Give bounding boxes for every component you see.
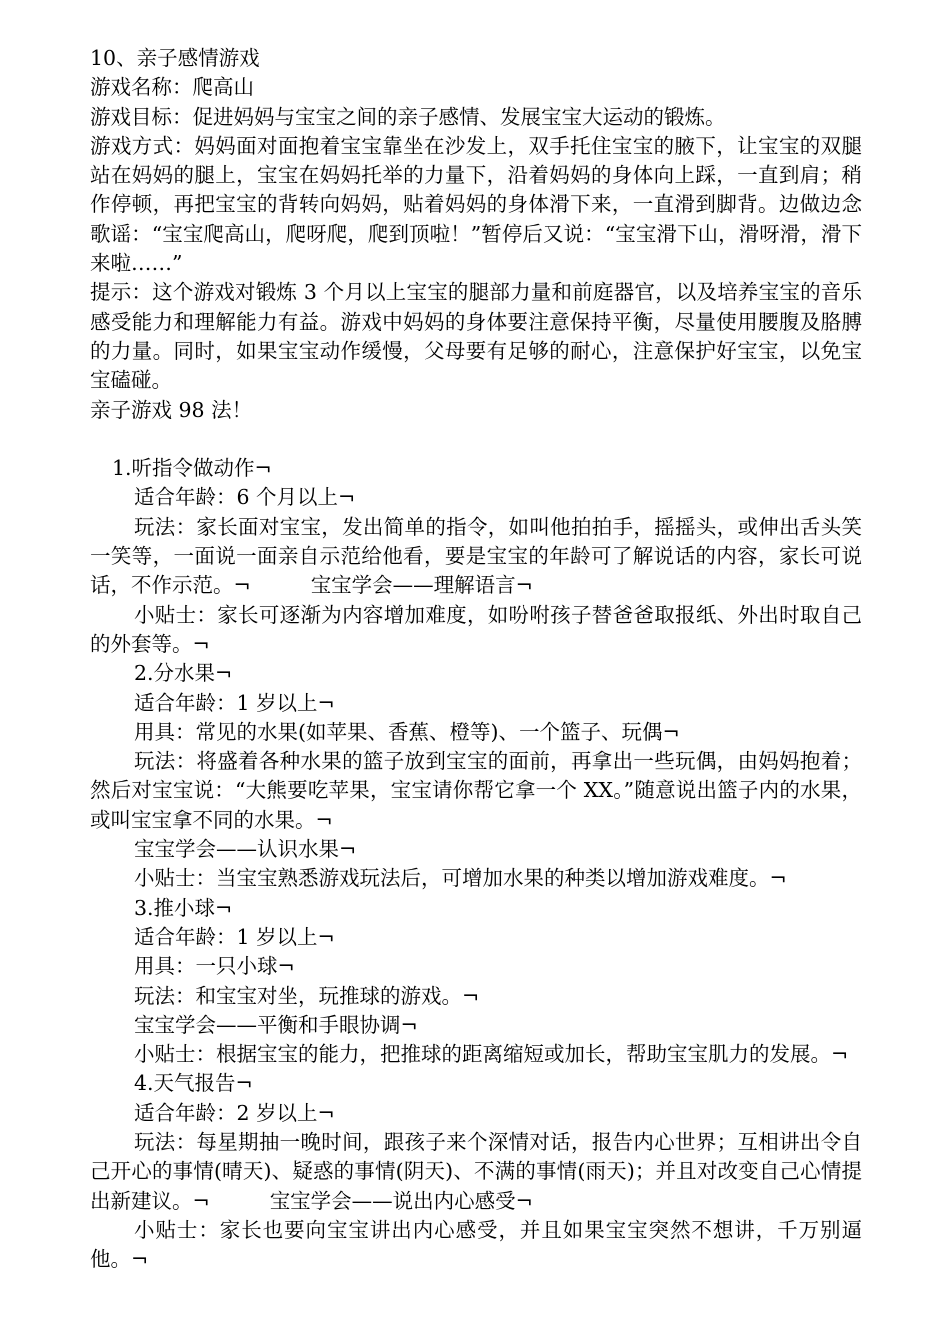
game-4-tip: 小贴士：家长也要向宝宝讲出内心感受，并且如果宝宝突然不想讲，千万别逼他。¬ (90, 1217, 862, 1272)
game-3-age: 适合年龄：1 岁以上¬ (134, 924, 335, 949)
game-1-play-text: 玩法：家长面对宝宝，发出简单的指令，如叫他拍拍手，摇摇头，或伸出舌头笑一笑等，一面说一面亲自示范给他看，要是宝宝的年龄可了解说话的内容，家长可说话，不作示范。¬ (90, 514, 862, 598)
game-4-age: 适合年龄：2 岁以上¬ (134, 1100, 335, 1125)
game-method: 游戏方式：妈妈面对面抱着宝宝靠坐在沙发上，双手托住宝宝的腋下，让宝宝的双腿站在妈妈的腿上，宝宝在妈妈托举的力量下，沿着妈妈的身体向上踩，一直到肩；稍作停顿，再把宝宝的背转向妈妈，贴着妈妈的身体滑下来，一直滑到脚背。边做边念歌谣：“宝宝爬高山，爬呀爬，爬到顶啦！”暂停后又说：“宝宝滑下山，滑呀滑，滑下来啦……” (90, 133, 862, 276)
document-page (90, 44, 862, 1274)
game-2-play: 玩法：将盛着各种水果的篮子放到宝宝的面前，再拿出一些玩偶，由妈妈抱着；然后对宝宝说：“大熊要吃苹果，宝宝请你帮它拿一个 XX。”随意说出篮子内的水果，或叫宝宝拿不同的水果。¬ (90, 749, 862, 832)
game-1-learn: 宝宝学会——理解语言¬ (310, 573, 533, 598)
game-1-age: 适合年龄：6 个月以上¬ (134, 485, 356, 510)
game-1-play (90, 513, 862, 601)
game-4-play (90, 1128, 862, 1216)
game-name: 游戏名称：爬高山 (90, 75, 254, 100)
game-2-learn: 宝宝学会——认识水果¬ (134, 837, 357, 862)
game-1-title: 1.听指令做动作¬ (112, 456, 272, 481)
game-tip: 提示：这个游戏对锻炼 3 个月以上宝宝的腿部力量和前庭器官，以及培养宝宝的音乐感受能力和理解能力有益。游戏中妈妈的身体要注意保持平衡，尽量使用腰腹及胳膊的力量。同时，如果宝宝动作缓慢，父母要有足够的耐心，注意保护好宝宝，以免宝宝磕碰。 (90, 280, 862, 393)
game-4-title: 4.天气报告¬ (134, 1071, 253, 1096)
blank-line (90, 425, 862, 454)
game-3-tools: 用具：一只小球¬ (134, 954, 295, 979)
game-3-title: 3.推小球¬ (134, 895, 233, 920)
game-goal: 游戏目标：促进妈妈与宝宝之间的亲子感情、发展宝宝大运动的锻炼。 (90, 104, 726, 129)
game-3-learn: 宝宝学会——平衡和手眼协调¬ (134, 1012, 418, 1037)
game-2-title: 2.分水果¬ (134, 661, 233, 686)
game-1-tip: 小贴士：家长可逐渐为内容增加难度，如吩咐孩子替爸爸取报纸、外出时取自己的外套等。¬ (90, 602, 862, 656)
game-3-play: 玩法：和宝宝对坐，玩推球的游戏。¬ (134, 983, 480, 1008)
game-4-learn: 宝宝学会——说出内心感受¬ (269, 1188, 533, 1213)
game-2-tip: 小贴士：当宝宝熟悉游戏玩法后，可增加水果的种类以增加游戏难度。¬ (134, 866, 787, 891)
section-title: 10、亲子感情游戏 (90, 46, 260, 70)
game-3-tip: 小贴士：根据宝宝的能力，把推球的距离缩短或加长，帮助宝宝肌力的发展。¬ (134, 1042, 849, 1067)
game-2-age: 适合年龄：1 岁以上¬ (134, 690, 335, 715)
game-2-tools: 用具：常见的水果(如苹果、香蕉、橙等)、一个篮子、玩偶¬ (134, 719, 680, 744)
game-4-play-text: 玩法：每星期抽一晚时间，跟孩子来个深情对话，报告内心世界；互相讲出令自己开心的事情(晴天)、疑惑的事情(阴天)、不满的事情(雨天)；并且对改变自己心情提出新建议。¬ (90, 1129, 862, 1213)
heading-98-games: 亲子游戏 98 法！ (90, 397, 253, 422)
